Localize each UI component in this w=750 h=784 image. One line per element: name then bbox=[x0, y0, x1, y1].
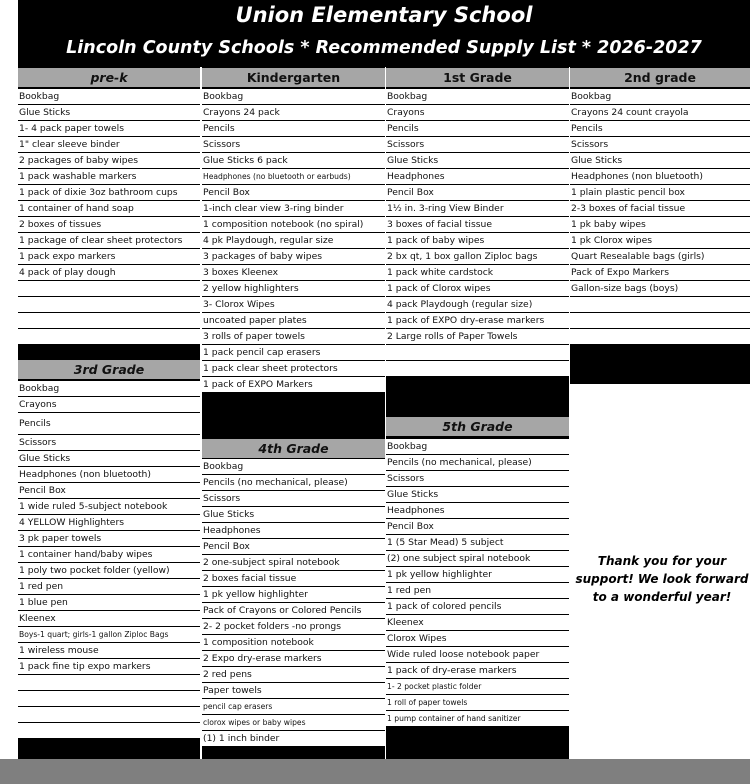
thank-you-message: Thank you for your support! We look forward to a wonderful year! bbox=[575, 554, 749, 604]
list-item: 1 container hand/baby wipes bbox=[18, 547, 200, 563]
fourth-grade-heading: 4th Grade bbox=[202, 439, 385, 459]
list-item: Kleenex bbox=[386, 615, 569, 631]
list-item: 2 boxes of tissues bbox=[18, 217, 200, 233]
list-item: 2 red pens bbox=[202, 667, 385, 683]
list-item: Bookbag bbox=[202, 459, 385, 475]
list-item: Bookbag bbox=[570, 89, 750, 105]
list-item: 1 container of hand soap bbox=[18, 201, 200, 217]
prek-list bbox=[18, 89, 200, 345]
list-item: 2 boxes facial tissue bbox=[202, 571, 385, 587]
header bbox=[18, 0, 750, 67]
list-item: 2 one-subject spiral notebook bbox=[202, 555, 385, 571]
list-item bbox=[18, 707, 200, 723]
list-item: Quart Resealable bags (girls) bbox=[570, 249, 750, 265]
first-grade-list bbox=[386, 89, 569, 377]
list-item bbox=[18, 297, 200, 313]
list-item: 1 red pen bbox=[18, 579, 200, 595]
list-item: 1 pack of EXPO dry-erase markers bbox=[386, 313, 569, 329]
left-margin bbox=[0, 0, 18, 759]
third-grade-heading: 3rd Grade bbox=[18, 360, 200, 380]
list-item: uncoated paper plates bbox=[202, 313, 385, 329]
list-item: 1 composition notebook bbox=[202, 635, 385, 651]
list-item: 1 package of clear sheet protectors bbox=[18, 233, 200, 249]
list-item: Pencils bbox=[386, 121, 569, 137]
list-item bbox=[386, 345, 569, 361]
list-item: Crayons 24 pack bbox=[202, 105, 385, 121]
list-item: 4 pack Playdough (regular size) bbox=[386, 297, 569, 313]
list-item: 1 pack expo markers bbox=[18, 249, 200, 265]
list-item: Scissors bbox=[202, 137, 385, 153]
list-item: 1-inch clear view 3-ring binder bbox=[202, 201, 385, 217]
second-grade-list bbox=[570, 89, 750, 345]
first-grade-heading: 1st Grade bbox=[386, 68, 569, 88]
list-item: 1 pk baby wipes bbox=[570, 217, 750, 233]
list-item: 3- Clorox Wipes bbox=[202, 297, 385, 313]
list-item: 1 pack of colored pencils bbox=[386, 599, 569, 615]
list-item: Pencil Box bbox=[386, 519, 569, 535]
list-item: Kleenex bbox=[18, 611, 200, 627]
list-item bbox=[570, 297, 750, 313]
list-item: Pencils bbox=[18, 413, 200, 435]
kindergarten-list bbox=[202, 89, 385, 393]
list-item: Paper towels bbox=[202, 683, 385, 699]
list-item: Scissors bbox=[386, 471, 569, 487]
list-item bbox=[18, 281, 200, 297]
list-item: 1 pack of Clorox wipes bbox=[386, 281, 569, 297]
list-item: Headphones (non bluetooth) bbox=[570, 169, 750, 185]
list-item: 1 pack clear sheet protectors bbox=[202, 361, 385, 377]
list-item: Glue Sticks bbox=[202, 507, 385, 523]
list-item: 3 boxes Kleenex bbox=[202, 265, 385, 281]
footer-bar bbox=[0, 759, 750, 784]
list-item: 1 pack washable markers bbox=[18, 169, 200, 185]
list-item: (1) 1 inch binder bbox=[202, 731, 385, 747]
list-item: Pencil Box bbox=[386, 185, 569, 201]
list-item: Glue Sticks bbox=[18, 451, 200, 467]
fifth-grade-heading: 5th Grade bbox=[386, 417, 569, 437]
list-item: Crayons bbox=[386, 105, 569, 121]
list-item: Bookbag bbox=[202, 89, 385, 105]
list-item: Glue Sticks bbox=[570, 153, 750, 169]
third-grade-list bbox=[18, 381, 200, 739]
list-item: 1 composition notebook (no spiral) bbox=[202, 217, 385, 233]
school-title: Union Elementary School bbox=[235, 3, 533, 27]
list-item: Headphones (non bluetooth) bbox=[18, 467, 200, 483]
list-item: 3 pk paper towels bbox=[18, 531, 200, 547]
list-item bbox=[18, 675, 200, 691]
column-k-fourth bbox=[202, 67, 385, 759]
list-item: Wide ruled loose notebook paper bbox=[386, 647, 569, 663]
list-item: 1 red pen bbox=[386, 583, 569, 599]
list-item: Headphones bbox=[386, 169, 569, 185]
list-item: Glue Sticks bbox=[386, 153, 569, 169]
list-item: 1 pk Clorox wipes bbox=[570, 233, 750, 249]
column-first-fifth bbox=[386, 67, 569, 759]
fifth-grade-list bbox=[386, 439, 569, 727]
list-item: Bookbag bbox=[386, 439, 569, 455]
list-item: 2 Expo dry-erase markers bbox=[202, 651, 385, 667]
list-item: 2-3 boxes of facial tissue bbox=[570, 201, 750, 217]
list-item: Glue Sticks 6 pack bbox=[202, 153, 385, 169]
list-item: 1 pack of baby wipes bbox=[386, 233, 569, 249]
list-item bbox=[386, 361, 569, 377]
list-item: clorox wipes or baby wipes bbox=[202, 715, 385, 731]
list-item: 1 (5 Star Mead) 5 subject bbox=[386, 535, 569, 551]
second-grade-heading: 2nd grade bbox=[570, 68, 750, 88]
list-item: 3 rolls of paper towels bbox=[202, 329, 385, 345]
list-item: 1" clear sleeve binder bbox=[18, 137, 200, 153]
list-item: Headphones bbox=[386, 503, 569, 519]
list-item: Bookbag bbox=[18, 381, 200, 397]
list-item bbox=[18, 329, 200, 345]
list-item: 2 bx qt, 1 box gallon Ziploc bags bbox=[386, 249, 569, 265]
list-item: 1 pack of dixie 3oz bathroom cups bbox=[18, 185, 200, 201]
list-item: Pencils bbox=[570, 121, 750, 137]
list-item: Clorox Wipes bbox=[386, 631, 569, 647]
list-item: Pencil Box bbox=[202, 539, 385, 555]
kindergarten-heading: Kindergarten bbox=[202, 68, 385, 88]
list-item: 2 packages of baby wipes bbox=[18, 153, 200, 169]
list-item: 1 blue pen bbox=[18, 595, 200, 611]
list-item: (2) one subject spiral notebook bbox=[386, 551, 569, 567]
list-item: Crayons 24 count crayola bbox=[570, 105, 750, 121]
list-item: Boys-1 quart; girls-1 gallon Ziploc Bags bbox=[18, 627, 200, 643]
list-item: Pencil Box bbox=[202, 185, 385, 201]
list-item: 1- 4 pack paper towels bbox=[18, 121, 200, 137]
list-item: 2 Large rolls of Paper Towels bbox=[386, 329, 569, 345]
list-item: Pack of Expo Markers bbox=[570, 265, 750, 281]
list-item: Pencils bbox=[202, 121, 385, 137]
list-item: Pencil Box bbox=[18, 483, 200, 499]
list-item: 2 yellow highlighters bbox=[202, 281, 385, 297]
list-item: 1 pack pencil cap erasers bbox=[202, 345, 385, 361]
list-item: 1 wide ruled 5-subject notebook bbox=[18, 499, 200, 515]
list-item: Glue Sticks bbox=[18, 105, 200, 121]
list-item: Bookbag bbox=[18, 89, 200, 105]
list-item: 4 pk Playdough, regular size bbox=[202, 233, 385, 249]
list-item: 4 YELLOW Highlighters bbox=[18, 515, 200, 531]
list-item: 1 pack fine tip expo markers bbox=[18, 659, 200, 675]
list-item: 1 pk yellow highlighter bbox=[386, 567, 569, 583]
list-item bbox=[570, 329, 750, 345]
list-item: Bookbag bbox=[386, 89, 569, 105]
list-item: Scissors bbox=[202, 491, 385, 507]
list-item: Scissors bbox=[386, 137, 569, 153]
list-item: Pencils (no mechanical, please) bbox=[202, 475, 385, 491]
list-item bbox=[18, 691, 200, 707]
list-item bbox=[570, 313, 750, 329]
column-prek-third bbox=[18, 67, 200, 759]
list-item: 1 pack of EXPO Markers bbox=[202, 377, 385, 393]
list-item: 1 wireless mouse bbox=[18, 643, 200, 659]
thank-you-box bbox=[570, 384, 750, 759]
list-item: pencil cap erasers bbox=[202, 699, 385, 715]
list-item: 1 pack white cardstock bbox=[386, 265, 569, 281]
list-item: Scissors bbox=[570, 137, 750, 153]
list-item: Crayons bbox=[18, 397, 200, 413]
list-item: Glue Sticks bbox=[386, 487, 569, 503]
list-item: Pack of Crayons or Colored Pencils bbox=[202, 603, 385, 619]
list-item: Gallon-size bags (boys) bbox=[570, 281, 750, 297]
list-item: Headphones bbox=[202, 523, 385, 539]
prek-heading: pre-k bbox=[18, 68, 200, 88]
list-item: Headphones (no bluetooth or earbuds) bbox=[202, 169, 385, 185]
list-item: 1 pump container of hand sanitizer bbox=[386, 711, 569, 727]
list-item: Scissors bbox=[18, 435, 200, 451]
fourth-grade-list bbox=[202, 459, 385, 747]
list-item: Pencils (no mechanical, please) bbox=[386, 455, 569, 471]
list-item: 4 pack of play dough bbox=[18, 265, 200, 281]
list-item: 1- 2 pocket plastic folder bbox=[386, 679, 569, 695]
list-subtitle: Lincoln County Schools * Recommended Supply List * 2026-2027 bbox=[66, 38, 702, 58]
list-item: 1 roll of paper towels bbox=[386, 695, 569, 711]
list-item bbox=[18, 723, 200, 739]
list-item bbox=[18, 313, 200, 329]
list-item: 3 boxes of facial tissue bbox=[386, 217, 569, 233]
list-item: 2- 2 pocket folders -no prongs bbox=[202, 619, 385, 635]
list-item: 1 pk yellow highlighter bbox=[202, 587, 385, 603]
list-item: 1 pack of dry-erase markers bbox=[386, 663, 569, 679]
list-item: 1 plain plastic pencil box bbox=[570, 185, 750, 201]
list-item: 1½ in. 3-ring View Binder bbox=[386, 201, 569, 217]
list-item: 3 packages of baby wipes bbox=[202, 249, 385, 265]
list-item: 1 poly two pocket folder (yellow) bbox=[18, 563, 200, 579]
